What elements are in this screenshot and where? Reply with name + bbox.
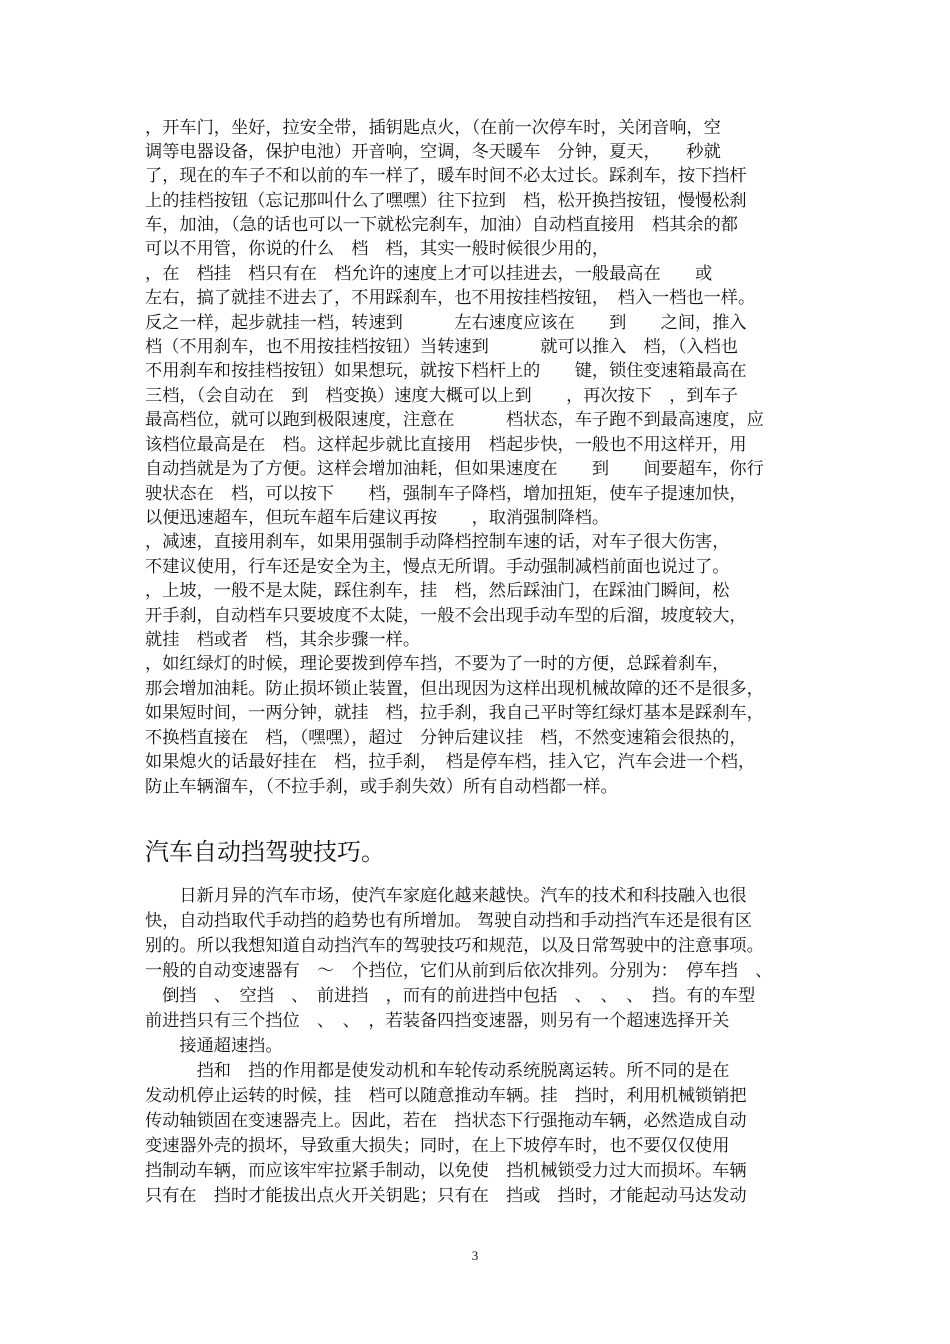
text-line: 开手刹，自动档车只要坡度不太陡，一般不会出现手动车型的后溜，坡度较大， bbox=[145, 606, 747, 626]
text-line: 自动挡就是为了方便。这样会增加油耗，但如果速度在 到 间要超车，你行 bbox=[145, 459, 764, 479]
text-line: 别的。所以我想知道自动挡汽车的驾驶技巧和规范，以及日常驾驶中的注意事项。 bbox=[145, 936, 764, 956]
text-line: 以便迅速超车，但玩车超车后建议再按 ，取消强制降档。 bbox=[145, 508, 610, 528]
text-line: 档（不用刹车，也不用按挂档按钮）当转速到 就可以推入 档，（入档也 bbox=[145, 337, 738, 357]
text-line: 车，加油，（急的话也可以一下就松完刹车，加油）自动档直接用 档其余的都 bbox=[145, 215, 738, 235]
text-line: 调等电器设备，保护电池）开音响，空调，冬天暖车 分钟，夏天， 秒就 bbox=[145, 142, 721, 162]
text-line: 发动机停止运转的时候，挂 档可以随意推动车辆。挂 挡时，利用机械锁销把 bbox=[145, 1086, 747, 1106]
text-line: 防止车辆溜车，（不拉手刹，或手刹失效）所有自动档都一样。 bbox=[145, 777, 618, 797]
text-line: 如果短时间，一两分钟，就挂 档，拉手刹，我自己平时等红绿灯基本是踩刹车， bbox=[145, 703, 764, 723]
text-line: 日新月异的汽车市场，使汽车家庭化越来越快。汽车的技术和科技融入也很 bbox=[145, 886, 747, 906]
text-line: 那会增加油耗。防止损坏锁止装置，但出现因为这样出现机械故障的还不是很多， bbox=[145, 679, 764, 699]
text-line: ，开车门，坐好，拉安全带，插钥匙点火，（在前一次停车时，关闭音响，空 bbox=[145, 118, 721, 138]
text-line: ，减速，直接用刹车，如果用强制手动降档控制车速的话，对车子很大伤害， bbox=[145, 532, 730, 552]
text-line: 挡和 挡的作用都是使发动机和车轮传动系统脱离运转。所不同的是在 bbox=[145, 1061, 730, 1081]
text-line: 可以不用管，你说的什么 档 档，其实一般时候很少用的， bbox=[145, 239, 610, 259]
text-line: 左右，搞了就挂不进去了，不用踩刹车，也不用按挂档按钮， 档入一档也一样。 bbox=[145, 288, 756, 308]
text-line: 不换档直接在 档，（嘿嘿），超过 分钟后建议挂 档，不然变速箱会很热的， bbox=[145, 728, 747, 748]
text-line: 反之一样，起步就挂一档，转速到 左右速度应该在 到 之间，推入 bbox=[145, 313, 747, 333]
text-line: ，上坡，一般不是太陡，踩住刹车，挂 档，然后踩油门，在踩油门瞬间，松 bbox=[145, 581, 730, 601]
text-line: 了，现在的车子不和以前的车一样了，暖车时间不必太过长。踩刹车，按下挡杆 bbox=[145, 166, 747, 186]
text-line: 只有在 挡时才能拔出点火开关钥匙；只有在 挡或 挡时，才能起动马达发动 bbox=[145, 1186, 747, 1206]
text-line: 倒挡 、 空挡 、 前进挡 ，而有的前进挡中包括 、 、 、 挡。有的车型 bbox=[145, 986, 756, 1006]
text-line: 不用刹车和按挂档按钮）如果想玩，就按下档杆上的 键，锁住变速箱最高在 bbox=[145, 361, 747, 381]
text-line: 变速器外壳的损坏，导致重大损失；同时，在上下坡停车时，也不要仅仅使用 bbox=[145, 1136, 730, 1156]
text-line: ，如红绿灯的时候，理论要拨到停车挡，不要为了一时的方便，总踩着刹车， bbox=[145, 654, 730, 674]
text-line: 如果熄火的话最好挂在 档，拉手刹， 档是停车档，挂入它，汽车会进一个档， bbox=[145, 752, 756, 772]
text-line: 上的挂档按钮（忘记那叫什么了嘿嘿）往下拉到 档，松开换挡按钮，慢慢松刹 bbox=[145, 191, 747, 211]
text-line: 挡制动车辆，而应该牢牢拉紧手制动，以免使 挡机械锁受力过大而损坏。车辆 bbox=[145, 1161, 747, 1181]
text-line: 接通超速挡。 bbox=[145, 1036, 283, 1056]
text-line: 就挂 档或者 档，其余步骤一样。 bbox=[145, 630, 421, 650]
text-line: 驶状态在 档，可以按下 档，强制车子降档，增加扭矩，使车子提速加快， bbox=[145, 484, 747, 504]
text-line: 一般的自动变速器有 ～ 个挡位，它们从前到后依次排列。分别为： 停车挡 、 bbox=[145, 961, 773, 981]
text-line: 三档，（会自动在 到 档变换）速度大概可以上到 ，再次按下 ，到车子 bbox=[145, 386, 738, 406]
text-line: 最高档位，就可以跑到极限速度，注意在 档状态，车子跑不到最高速度，应 bbox=[145, 410, 764, 430]
text-line: 前进挡只有三个挡位 、 、 ，若装备四挡变速器，则另有一个超速选择开关 bbox=[145, 1011, 730, 1031]
text-line: 快，自动挡取代手动挡的趋势也有所增加。 驾驶自动挡和手动挡汽车还是很有区 bbox=[145, 911, 753, 931]
section-heading: 汽车自动挡驾驶技巧。 bbox=[145, 838, 385, 866]
text-line: 传动轴锁固在变速器壳上。因此，若在 挡状态下行强拖动车辆，必然造成自动 bbox=[145, 1111, 747, 1131]
page-number: 3 bbox=[471, 1248, 479, 1263]
text-line: 不建议使用，行车还是安全为主，慢点无所谓。手动强制减档前面也说过了。 bbox=[145, 557, 730, 577]
text-line: 该档位最高是在 档。这样起步就比直接用 档起步快，一般也不用这样开，用 bbox=[145, 435, 747, 455]
text-line: ，在 档挂 档只有在 档允许的速度上才可以挂进去，一般最高在 或 bbox=[145, 264, 713, 284]
